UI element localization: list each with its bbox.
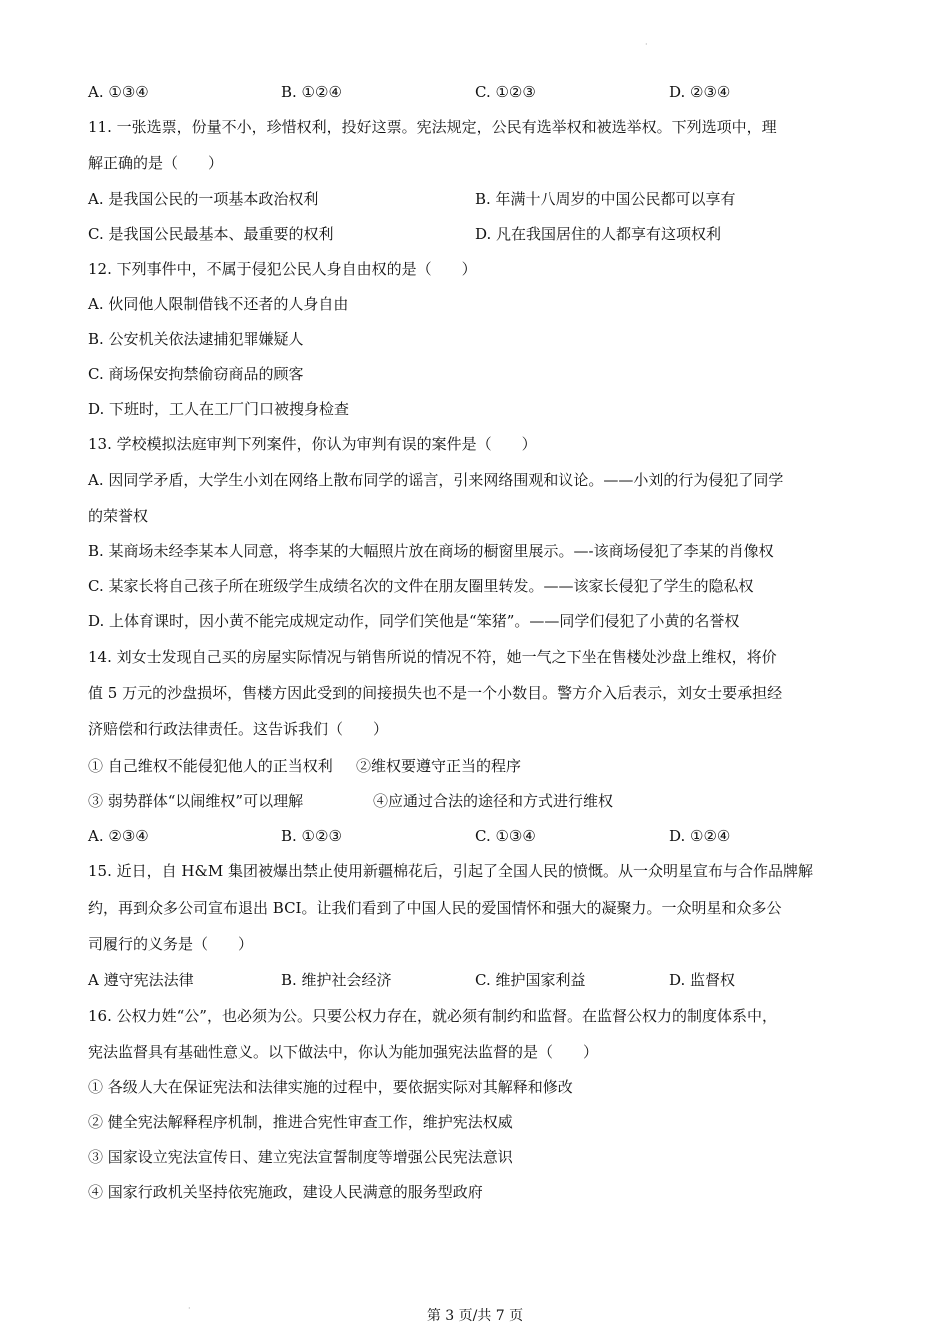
- q14-statement-2: ②维权要遵守正当的程序: [356, 757, 522, 775]
- q12-option-a: A. 伙同他人限制借钱不还者的人身自由: [88, 295, 349, 313]
- q13-option-b: B. 某商场未经李某本人同意，将李某的大幅照片放在商场的橱窗里展示。—-该商场侵犯了李某的肖像权: [88, 542, 774, 560]
- q13-option-a-line2: 的荣誉权: [88, 507, 149, 525]
- q14-statement-3: ③ 弱势群体“以闹维权”可以理解: [88, 792, 304, 810]
- q16-statement-4: ④ 国家行政机关坚持依宪施政，建设人民满意的服务型政府: [88, 1183, 483, 1201]
- q11-stem-line1: 11. 一张选票，份量不小，珍惜权利，投好这票。宪法规定，公民有选举权和被选举权。下列选项中，理: [88, 118, 777, 136]
- q12-stem: 12. 下列事件中，不属于侵犯公民人身自由权的是（ ）: [88, 260, 477, 278]
- q15-option-d: D. 监督权: [669, 971, 736, 989]
- q15-option-b: B. 维护社会经济: [281, 971, 392, 989]
- q15-option-c: C. 维护国家利益: [475, 971, 586, 989]
- page-number: 第 3 页/共 7 页: [426, 1308, 524, 1324]
- q11-option-b: B. 年满十八周岁的中国公民都可以享有: [475, 190, 736, 208]
- q11-stem-line2: 解正确的是（ ）: [88, 154, 224, 172]
- q15-stem-line3: 司履行的义务是（ ）: [88, 935, 254, 953]
- q14-stem-line2: 值 5 万元的沙盘损坏，售楼方因此受到的间接损失也不是一个小数目。警方介入后表示，刘女士要承担经: [88, 684, 783, 702]
- q13-option-d: D. 上体育课时，因小黄不能完成规定动作，同学们笑他是“笨猪”。——同学们侵犯了小黄的名誉权: [88, 612, 740, 630]
- q15-stem-line1: 15. 近日，自 H&M 集团被爆出禁止使用新疆棉花后，引起了全国人民的愤慨。从一众明星宣布与合作品牌解: [88, 862, 813, 880]
- q13-option-a-line1: A. 因同学矛盾，大学生小刘在网络上散布同学的谣言，引来网络围观和议论。——小刘的行为侵犯了同学: [88, 471, 784, 489]
- option-b: B. ①②④: [281, 83, 342, 101]
- q16-stem-line2: 宪法监督具有基础性意义。以下做法中，你认为能加强宪法监督的是（ ）: [88, 1043, 599, 1061]
- q15-option-a: A 遵守宪法法律: [88, 971, 194, 989]
- q14-stem-line1: 14. 刘女士发现自己买的房屋实际情况与销售所说的情况不符，她一气之下坐在售楼处沙盘上维权，将价: [88, 648, 777, 666]
- q14-option-a: A. ②③④: [88, 827, 149, 845]
- q14-option-d: D. ①②④: [669, 827, 731, 845]
- q11-option-d: D. 凡在我国居住的人都享有这项权利: [475, 225, 722, 243]
- q14-option-c: C. ①③④: [475, 827, 536, 845]
- q14-statement-1: ① 自己维权不能侵犯他人的正当权利: [88, 757, 333, 775]
- scan-dot: ·: [645, 40, 648, 49]
- q16-statement-1: ① 各级人大在保证宪法和法律实施的过程中，要依据实际对其解释和修改: [88, 1078, 573, 1096]
- q15-stem-line2: 约，再到众多公司宣布退出 BCI。让我们看到了中国人民的爱国情怀和强大的凝聚力。一众明星和众多公: [88, 899, 782, 917]
- q11-option-c: C. 是我国公民最基本、最重要的权利: [88, 225, 334, 243]
- option-a: A. ①③④: [88, 83, 149, 101]
- q16-statement-3: ③ 国家设立宪法宣传日、建立宪法宣誓制度等增强公民宪法意识: [88, 1148, 513, 1166]
- q12-option-c: C. 商场保安拘禁偷窃商品的顾客: [88, 365, 304, 383]
- q12-option-b: B. 公安机关依法逮捕犯罪嫌疑人: [88, 330, 304, 348]
- option-c: C. ①②③: [475, 83, 536, 101]
- option-d: D. ②③④: [669, 83, 731, 101]
- scan-dot: ·: [188, 1304, 191, 1313]
- q16-stem-line1: 16. 公权力姓“公”，也必须为公。只要公权力存在，就必须有制约和监督。在监督公权力的制度体系中，: [88, 1007, 777, 1025]
- q11-option-a: A. 是我国公民的一项基本政治权利: [88, 190, 319, 208]
- q14-stem-line3: 济赔偿和行政法律责任。这告诉我们（ ）: [88, 720, 389, 738]
- q12-option-d: D. 下班时，工人在工厂门口被搜身检查: [88, 400, 350, 418]
- q16-statement-2: ② 健全宪法解释程序机制，推进合宪性审查工作，维护宪法权威: [88, 1113, 513, 1131]
- q13-stem: 13. 学校模拟法庭审判下列案件，你认为审判有误的案件是（ ）: [88, 435, 537, 453]
- q14-statement-4: ④应通过合法的途径和方式进行维权: [373, 792, 614, 810]
- q13-option-c: C. 某家长将自己孩子所在班级学生成绩名次的文件在朋友圈里转发。——该家长侵犯了学生的隐私权: [88, 577, 754, 595]
- q14-option-b: B. ①②③: [281, 827, 342, 845]
